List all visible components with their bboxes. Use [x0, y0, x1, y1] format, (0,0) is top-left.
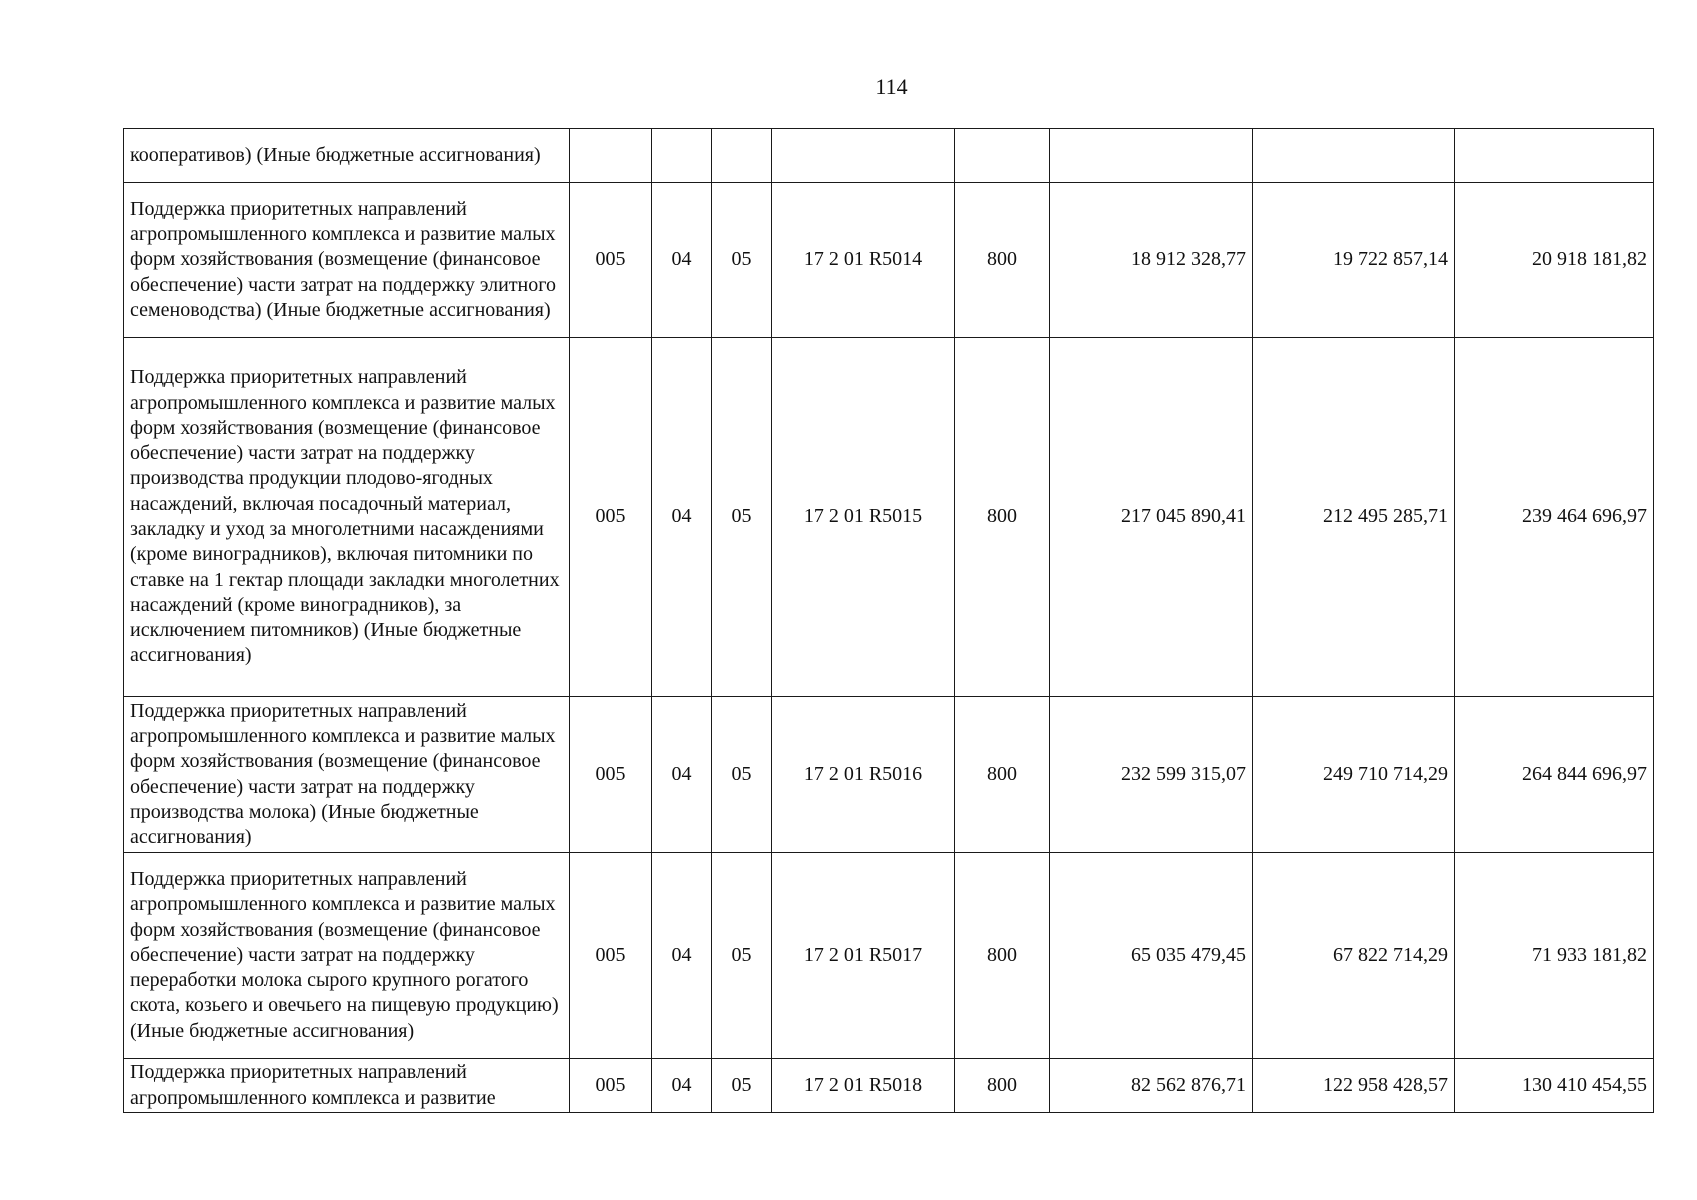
section-code: 04 [652, 853, 712, 1059]
amount-year-1: 65 035 479,45 [1050, 853, 1253, 1059]
target-article-code: 17 2 01 R5016 [772, 697, 955, 853]
amount-year-2: 67 822 714,29 [1253, 853, 1455, 1059]
subsection-code: 05 [712, 1059, 772, 1113]
expense-type-code: 800 [955, 853, 1050, 1059]
ministry-code [570, 129, 652, 183]
subsection-code [712, 129, 772, 183]
amount-year-3 [1455, 129, 1654, 183]
amount-year-2: 19 722 857,14 [1253, 183, 1455, 338]
amount-year-2: 249 710 714,29 [1253, 697, 1455, 853]
page-number: 114 [875, 74, 908, 99]
ministry-code: 005 [570, 1059, 652, 1113]
amount-year-1: 82 562 876,71 [1050, 1059, 1253, 1113]
row-description: Поддержка приоритетных направлений агропромышленного комплекса и развитие [124, 1059, 570, 1113]
expense-type-code: 800 [955, 1059, 1050, 1113]
table-row [124, 183, 1654, 338]
subsection-code: 05 [712, 853, 772, 1059]
amount-year-1: 232 599 315,07 [1050, 697, 1253, 853]
table-row [124, 338, 1654, 697]
amount-year-1 [1050, 129, 1253, 183]
amount-year-1: 18 912 328,77 [1050, 183, 1253, 338]
section-code: 04 [652, 338, 712, 697]
amount-year-3: 264 844 696,97 [1455, 697, 1654, 853]
budget-table [123, 128, 1654, 1113]
section-code [652, 129, 712, 183]
expense-type-code: 800 [955, 338, 1050, 697]
ministry-code: 005 [570, 183, 652, 338]
row-description: Поддержка приоритетных направлений агропромышленного комплекса и развитие малых форм хозяйствования (возмещение (финансовое обеспечение) части затрат на поддержку элитного семеноводства) (Иные бюджетные ассигнования) [124, 183, 570, 338]
amount-year-1: 217 045 890,41 [1050, 338, 1253, 697]
expense-type-code: 800 [955, 697, 1050, 853]
amount-year-2: 122 958 428,57 [1253, 1059, 1455, 1113]
table-row [124, 129, 1654, 183]
section-code: 04 [652, 183, 712, 338]
target-article-code [772, 129, 955, 183]
target-article-code: 17 2 01 R5017 [772, 853, 955, 1059]
ministry-code: 005 [570, 697, 652, 853]
row-description: Поддержка приоритетных направлений агропромышленного комплекса и развитие малых форм хозяйствования (возмещение (финансовое обеспечение) части затрат на поддержку производства продукции плодово-ягодных насаждений, включая посадочный материал, закладку и уход за многолетними насаждениями (кроме виноградников), включая питомники по ставке на 1 гектар площади закладки многолетних насаждений (кроме виноградников), за исключением питомников) (Иные бюджетные ассигнования) [124, 338, 570, 697]
amount-year-3: 20 918 181,82 [1455, 183, 1654, 338]
row-description: кооперативов) (Иные бюджетные ассигнования) [124, 129, 570, 183]
ministry-code: 005 [570, 853, 652, 1059]
section-code: 04 [652, 697, 712, 853]
target-article-code: 17 2 01 R5015 [772, 338, 955, 697]
table-row [124, 697, 1654, 853]
amount-year-3: 71 933 181,82 [1455, 853, 1654, 1059]
target-article-code: 17 2 01 R5018 [772, 1059, 955, 1113]
expense-type-code: 800 [955, 183, 1050, 338]
subsection-code: 05 [712, 183, 772, 338]
row-description: Поддержка приоритетных направлений агропромышленного комплекса и развитие малых форм хозяйствования (возмещение (финансовое обеспечение) части затрат на поддержку производства молока) (Иные бюджетные ассигнования) [124, 697, 570, 853]
table-row [124, 1059, 1654, 1113]
amount-year-3: 239 464 696,97 [1455, 338, 1654, 697]
ministry-code: 005 [570, 338, 652, 697]
table-row [124, 853, 1654, 1059]
row-description: Поддержка приоритетных направлений агропромышленного комплекса и развитие малых форм хозяйствования (возмещение (финансовое обеспечение) части затрат на поддержку переработки молока сырого крупного рогатого скота, козьего и овечьего на пищевую продукцию) (Иные бюджетные ассигнования) [124, 853, 570, 1059]
subsection-code: 05 [712, 697, 772, 853]
amount-year-3: 130 410 454,55 [1455, 1059, 1654, 1113]
amount-year-2: 212 495 285,71 [1253, 338, 1455, 697]
expense-type-code [955, 129, 1050, 183]
target-article-code: 17 2 01 R5014 [772, 183, 955, 338]
amount-year-2 [1253, 129, 1455, 183]
section-code: 04 [652, 1059, 712, 1113]
subsection-code: 05 [712, 338, 772, 697]
